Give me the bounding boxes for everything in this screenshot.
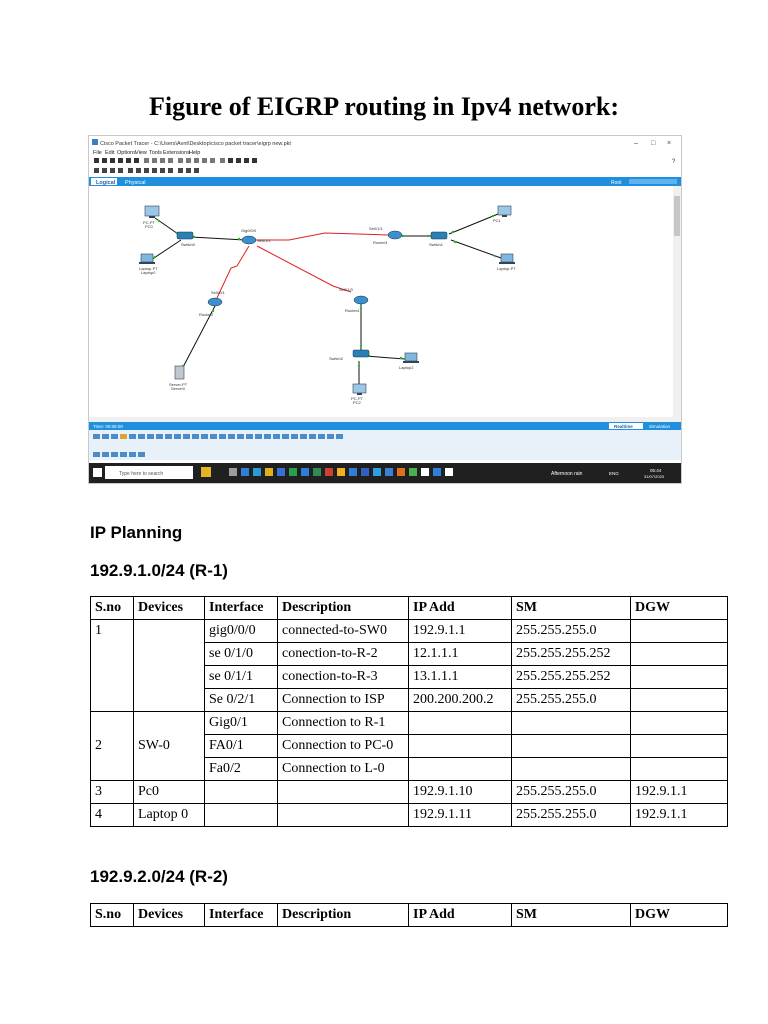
- dgw-cell: [631, 643, 728, 666]
- horizontal-scrollbar: [89, 417, 673, 422]
- laptop0-label: Laptop-PT: [139, 266, 158, 271]
- svg-text:Router4: Router4: [345, 308, 360, 313]
- switch2-label: Switch2: [329, 356, 344, 361]
- minimize-icon: –: [634, 140, 638, 147]
- col-dgw: DGW: [631, 904, 728, 927]
- windows-start-icon: [93, 468, 102, 477]
- menu-options: Options: [117, 150, 136, 156]
- root-label: Root: [611, 180, 622, 186]
- switch0-icon: [177, 232, 193, 239]
- svg-text:Server-PT: Server-PT: [169, 382, 188, 387]
- interface-cell: Fa0/2: [205, 758, 278, 781]
- device-cell: [134, 620, 205, 712]
- device-cell: SW-0: [134, 712, 205, 781]
- table-row: [91, 620, 728, 643]
- ip-cell: 200.200.200.2: [409, 689, 512, 712]
- description-text: Connection to PC-0: [282, 738, 394, 753]
- svg-text:Switch1: Switch1: [429, 242, 444, 247]
- simulation-button: Simulation: [649, 424, 671, 429]
- description-cell: [278, 735, 409, 758]
- sm-cell: [512, 758, 631, 781]
- description-cell: [278, 781, 409, 804]
- laptop0-icon: [139, 254, 155, 264]
- router1-icon: [242, 236, 256, 244]
- menu-tools: Tools: [149, 150, 162, 156]
- main-toolbar: [94, 158, 257, 163]
- switch2-icon: [353, 350, 369, 357]
- workspace-bar: [89, 177, 681, 186]
- app-icon: [92, 139, 98, 145]
- sm-cell: 255.255.255.0: [512, 804, 631, 827]
- dgw-cell: [631, 666, 728, 689]
- menu-file: File: [93, 150, 102, 156]
- ip-cell: [409, 758, 512, 781]
- weather-text: Afternoon rain: [551, 471, 583, 477]
- svg-text:Se0/1/1: Se0/1/1: [257, 238, 271, 243]
- server0-icon: [175, 366, 184, 379]
- laptop1-label: Laptop-PT: [497, 266, 516, 271]
- ip-plan-table-r2: [90, 903, 728, 927]
- description-cell: Connection to R-1: [278, 712, 409, 735]
- subnet1-heading: 192.9.1.0/24 (R-1): [90, 561, 228, 580]
- router1-label: Gig0/0/0: [241, 228, 257, 233]
- menu-extensions: Extensions: [163, 150, 190, 156]
- sm-cell: [512, 735, 631, 758]
- menu-help: Help: [189, 150, 201, 156]
- table-row: [91, 804, 728, 827]
- interface-cell: se 0/1/0: [205, 643, 278, 666]
- dgw-cell: [631, 620, 728, 643]
- time-readout: Time: 00:06:00: [93, 424, 123, 429]
- clock-time: 05:44: [650, 468, 662, 473]
- ip-cell: [409, 735, 512, 758]
- ip-plan-table-r1: [90, 596, 728, 827]
- description-cell: Connection to ISP: [278, 689, 409, 712]
- col-interface: Interface: [205, 904, 278, 927]
- menu-bar: [93, 150, 200, 156]
- time-bar: [89, 422, 681, 430]
- col-sno: S.no: [91, 597, 134, 620]
- switch0-label: Switch0: [181, 242, 196, 247]
- switch1-icon: [431, 232, 447, 239]
- col-ip: IP Add: [409, 597, 512, 620]
- svg-text:Type here to search: Type here to search: [119, 471, 164, 477]
- dgw-cell: [631, 712, 728, 735]
- close-icon: ×: [667, 140, 672, 147]
- ip-cell: 12.1.1.1: [409, 643, 512, 666]
- col-sm: SM: [512, 597, 631, 620]
- description-cell: Connection to L-0: [278, 758, 409, 781]
- page-title: Figure of EIGRP routing in Ipv4 network:: [149, 92, 619, 121]
- server0-label: Server0: [171, 386, 186, 391]
- svg-text:Laptop0: Laptop0: [141, 270, 156, 275]
- menu-view: View: [135, 150, 147, 156]
- sm-cell: 255.255.255.0: [512, 689, 631, 712]
- dgw-cell: 192.9.1.1: [631, 781, 728, 804]
- dgw-cell: [631, 735, 728, 758]
- svg-text:PC0: PC0: [145, 224, 153, 229]
- description-cell: conection-to-R-3: [278, 666, 409, 689]
- table-row: [91, 712, 728, 735]
- window-title: Cisco Packet Tracer - C:\Users\Avnt\Desktop\cisco packet tracer\eigrp new.pkt: [100, 141, 291, 147]
- col-description: Description: [278, 904, 409, 927]
- description-cell: conection-to-R-2: [278, 643, 409, 666]
- menu-edit: Edit: [105, 150, 115, 156]
- ip-cell: 192.9.1.1: [409, 620, 512, 643]
- maximize-icon: □: [651, 140, 656, 147]
- realtime-button: Realtime: [614, 424, 633, 429]
- description-cell: [278, 804, 409, 827]
- svg-text:?: ?: [672, 159, 676, 165]
- interface-cell: gig0/0/0: [205, 620, 278, 643]
- col-devices: Devices: [134, 597, 205, 620]
- svg-text:Se0/0/1: Se0/0/1: [211, 290, 225, 295]
- laptop2-icon: [403, 353, 419, 363]
- col-sno: S.no: [91, 904, 134, 927]
- interface-cell: se 0/1/1: [205, 666, 278, 689]
- col-devices: Devices: [134, 904, 205, 927]
- screenshot-canvas: [89, 136, 681, 483]
- device-cell: Pc0: [134, 781, 205, 804]
- router4-icon: [354, 296, 368, 304]
- clock-date: 31/07/2023: [644, 474, 665, 479]
- ip-cell: [409, 712, 512, 735]
- col-ip: IP Add: [409, 904, 512, 927]
- description-cell: connected-to-SW0: [278, 620, 409, 643]
- device-cell: Laptop 0: [134, 804, 205, 827]
- dgw-cell: 192.9.1.1: [631, 804, 728, 827]
- interface-cell: FA0/1: [205, 735, 278, 758]
- laptop2-label: Laptop2: [399, 365, 414, 370]
- table-header-row: [91, 904, 728, 927]
- table-header-row: [91, 597, 728, 620]
- ip-cell: 192.9.1.11: [409, 804, 512, 827]
- col-sm: SM: [512, 904, 631, 927]
- sm-cell: 255.255.255.252: [512, 643, 631, 666]
- svg-text:Se0/1/1: Se0/1/1: [369, 226, 383, 231]
- svg-text:PC-PT: PC-PT: [351, 396, 363, 401]
- sm-cell: 255.255.255.252: [512, 666, 631, 689]
- dgw-cell: [631, 689, 728, 712]
- svg-text:ENG: ENG: [609, 471, 619, 476]
- sm-cell: [512, 712, 631, 735]
- section-heading: IP Planning: [90, 523, 183, 542]
- router2-icon: [208, 298, 222, 306]
- sno-cell: 4: [91, 804, 134, 827]
- router3-icon: [388, 231, 402, 239]
- interface-cell: Se 0/2/1: [205, 689, 278, 712]
- dgw-cell: [631, 758, 728, 781]
- laptop1-icon: [499, 254, 515, 264]
- svg-text:Se0/1/0: Se0/1/0: [339, 287, 353, 292]
- interface-cell: [205, 781, 278, 804]
- pc0-label: PC-PT: [143, 220, 155, 225]
- pc1-label: PC1: [493, 218, 501, 223]
- interface-cell: [205, 804, 278, 827]
- sno-cell: 1: [91, 620, 134, 712]
- ip-cell: 13.1.1.1: [409, 666, 512, 689]
- packet-tracer-screenshot: [88, 135, 682, 484]
- col-description: Description: [278, 597, 409, 620]
- router3-label: Router3: [373, 240, 388, 245]
- col-dgw: DGW: [631, 597, 728, 620]
- pc0-icon: [145, 206, 159, 218]
- svg-text:Logical: Logical: [96, 180, 116, 186]
- sm-cell: 255.255.255.0: [512, 781, 631, 804]
- router2-label: Router2: [199, 312, 214, 317]
- ip-cell: 192.9.1.10: [409, 781, 512, 804]
- table-row: [91, 781, 728, 804]
- sm-cell: 255.255.255.0: [512, 620, 631, 643]
- secondary-toolbar: [94, 168, 199, 173]
- tab-physical: Physical: [125, 180, 146, 186]
- pc2-label: PC2: [353, 400, 361, 405]
- col-interface: Interface: [205, 597, 278, 620]
- interface-cell: Gig0/1: [205, 712, 278, 735]
- sno-cell: 3: [91, 781, 134, 804]
- sno-cell: 2: [91, 712, 134, 781]
- subnet2-heading: 192.9.2.0/24 (R-2): [90, 867, 228, 886]
